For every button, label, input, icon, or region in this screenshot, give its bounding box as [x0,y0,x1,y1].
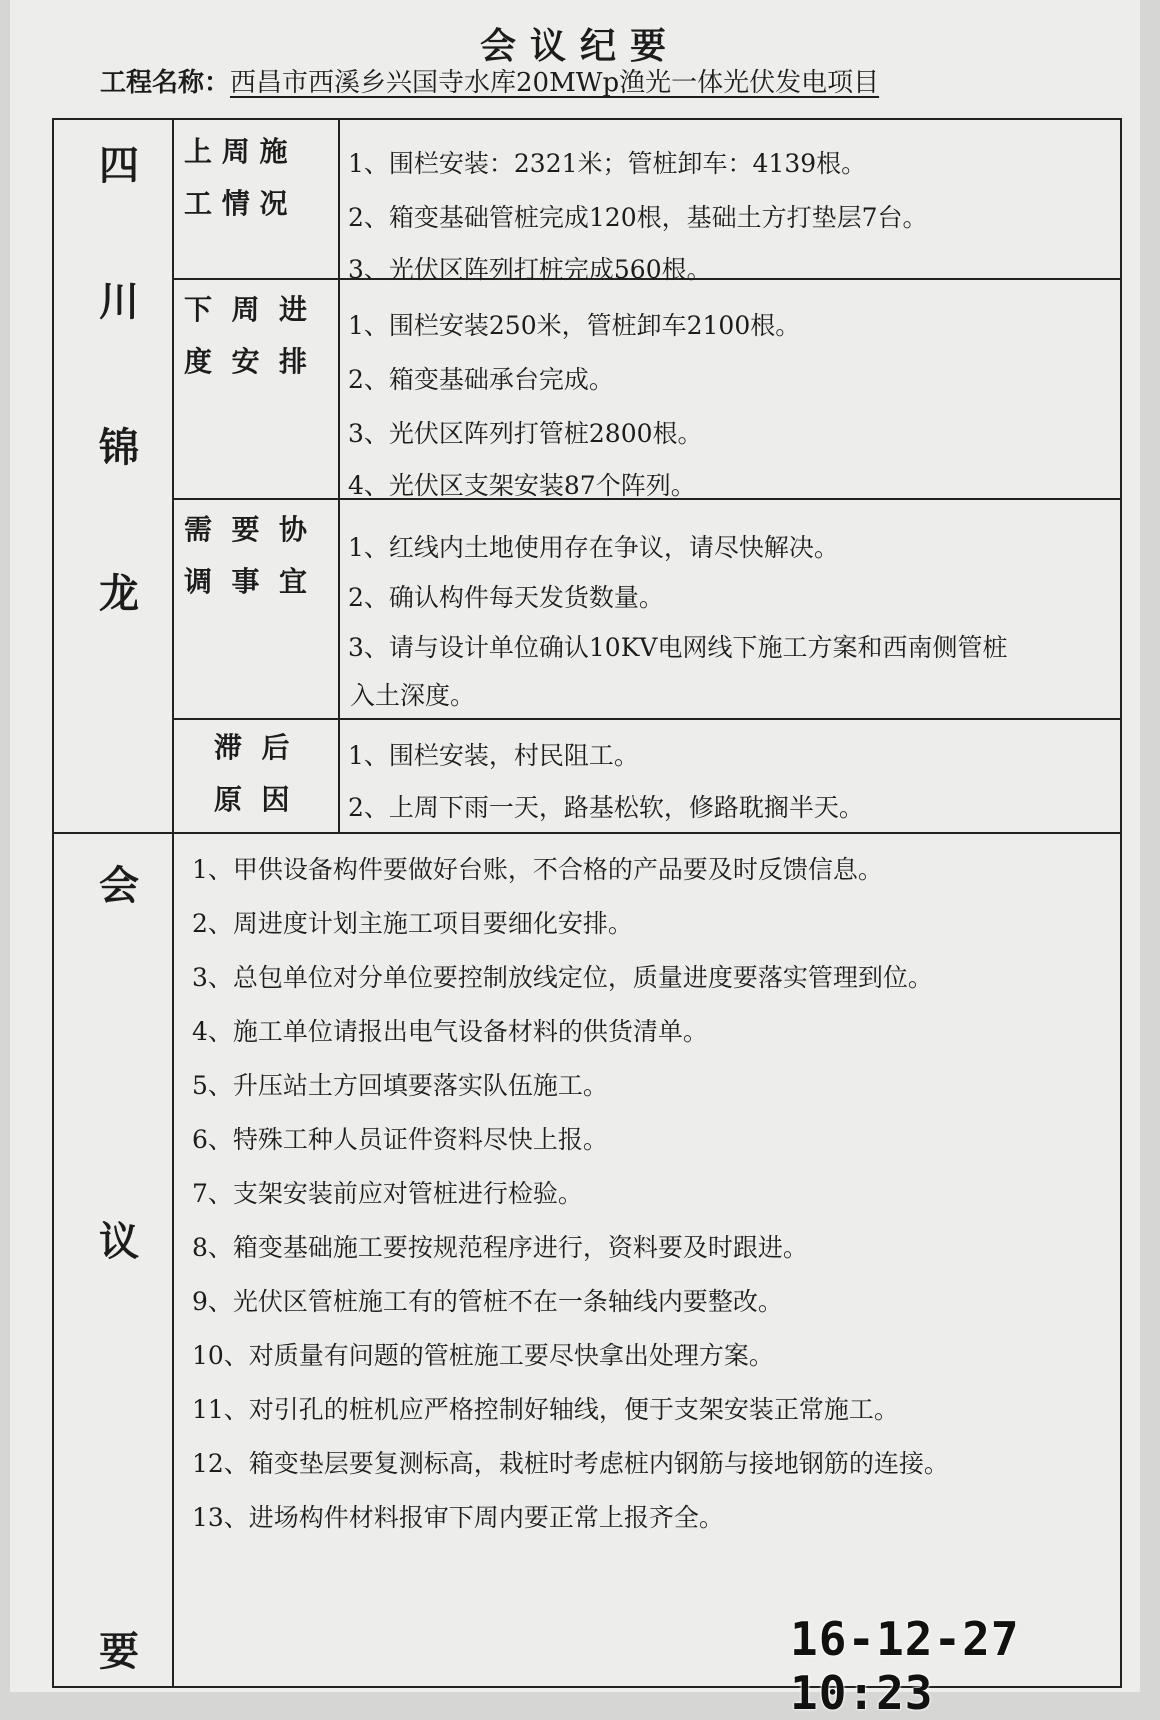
section-label-next-week: 下 周 进 度 安 排 [184,293,307,378]
section-item: 2、上周下雨一天，路基松软，修路耽搁半天。 [348,793,864,822]
meeting-item: 3、总包单位对分单位要控制放线定位，质量进度要落实管理到位。 [192,963,933,992]
label-column-divider [338,120,340,832]
project-label: 工程名称： [100,68,231,98]
section-item: 2、箱变基础承台完成。 [348,365,614,394]
side-label-char: 四 [99,142,139,189]
section-label-coordination: 需 要 协 调 事 宜 [184,513,307,598]
minutes-table [52,118,1122,1688]
section-label-last-week: 上 周 施 工 情 况 [184,135,288,220]
meeting-label-char: 议 [99,1218,139,1265]
row-divider-4 [54,832,1122,834]
meeting-item: 11、对引孔的桩机应严格控制好轴线，便于支架安装正常施工。 [192,1395,899,1424]
section-item: 1、围栏安装，村民阻工。 [348,741,639,770]
side-label-char: 锦 [99,424,139,471]
meeting-item: 2、周进度计划主施工项目要细化安排。 [192,909,633,938]
meeting-item: 5、升压站土方回填要落实队伍施工。 [192,1071,608,1100]
row-divider-3 [172,718,1122,720]
section-item: 3、光伏区阵列打管桩2800根。 [348,419,703,448]
meeting-item: 1、甲供设备构件要做好台账，不合格的产品要及时反馈信息。 [192,855,883,884]
project-name: 西昌市西溪乡兴国寺水库20MWp渔光一体光伏发电项目 [230,68,880,98]
section-item: 2、箱变基础管桩完成120根，基础土方打垫层7台。 [348,203,928,232]
section-item: 2、确认构件每天发货数量。 [348,583,664,612]
meeting-item: 4、施工单位请报出电气设备材料的供货清单。 [192,1017,708,1046]
meeting-item: 9、光伏区管桩施工有的管桩不在一条轴线内要整改。 [192,1287,783,1316]
meeting-item: 7、支架安装前应对管桩进行检验。 [192,1179,583,1208]
document-title: 会议纪要 [479,25,680,67]
meeting-label-char: 要 [99,1628,139,1675]
section-item: 入土深度。 [350,681,476,710]
section-item: 1、围栏安装250米，管桩卸车2100根。 [348,311,801,340]
meeting-label-char: 会 [99,862,139,909]
meeting-item: 13、进场构件材料报审下周内要正常上报齐全。 [192,1503,724,1532]
side-label-char: 龙 [99,570,139,617]
section-item: 3、光伏区阵列打桩完成560根。 [348,255,712,284]
project-line [100,62,879,99]
meeting-item: 10、对质量有问题的管桩施工要尽快拿出处理方案。 [192,1341,774,1370]
meeting-item: 8、箱变基础施工要按规范程序进行，资料要及时跟进。 [192,1233,808,1262]
section-item: 4、光伏区支架安装87个阵列。 [348,471,696,500]
photo-timestamp: 16-12-27 10:23 [790,1612,1020,1720]
section-label-delay-reasons: 滞 后 原 因 [214,731,290,816]
meeting-item: 12、箱变垫层要复测标高，栽桩时考虑桩内钢筋与接地钢筋的连接。 [192,1449,949,1478]
side-label-char: 川 [99,278,139,325]
meeting-item: 6、特殊工种人员证件资料尽快上报。 [192,1125,608,1154]
section-item: 1、围栏安装：2321米；管桩卸车：4139根。 [348,149,867,178]
section-item: 1、红线内土地使用存在争议，请尽快解决。 [348,533,839,562]
section-item: 3、请与设计单位确认10KV电网线下施工方案和西南侧管桩 [348,633,1008,662]
